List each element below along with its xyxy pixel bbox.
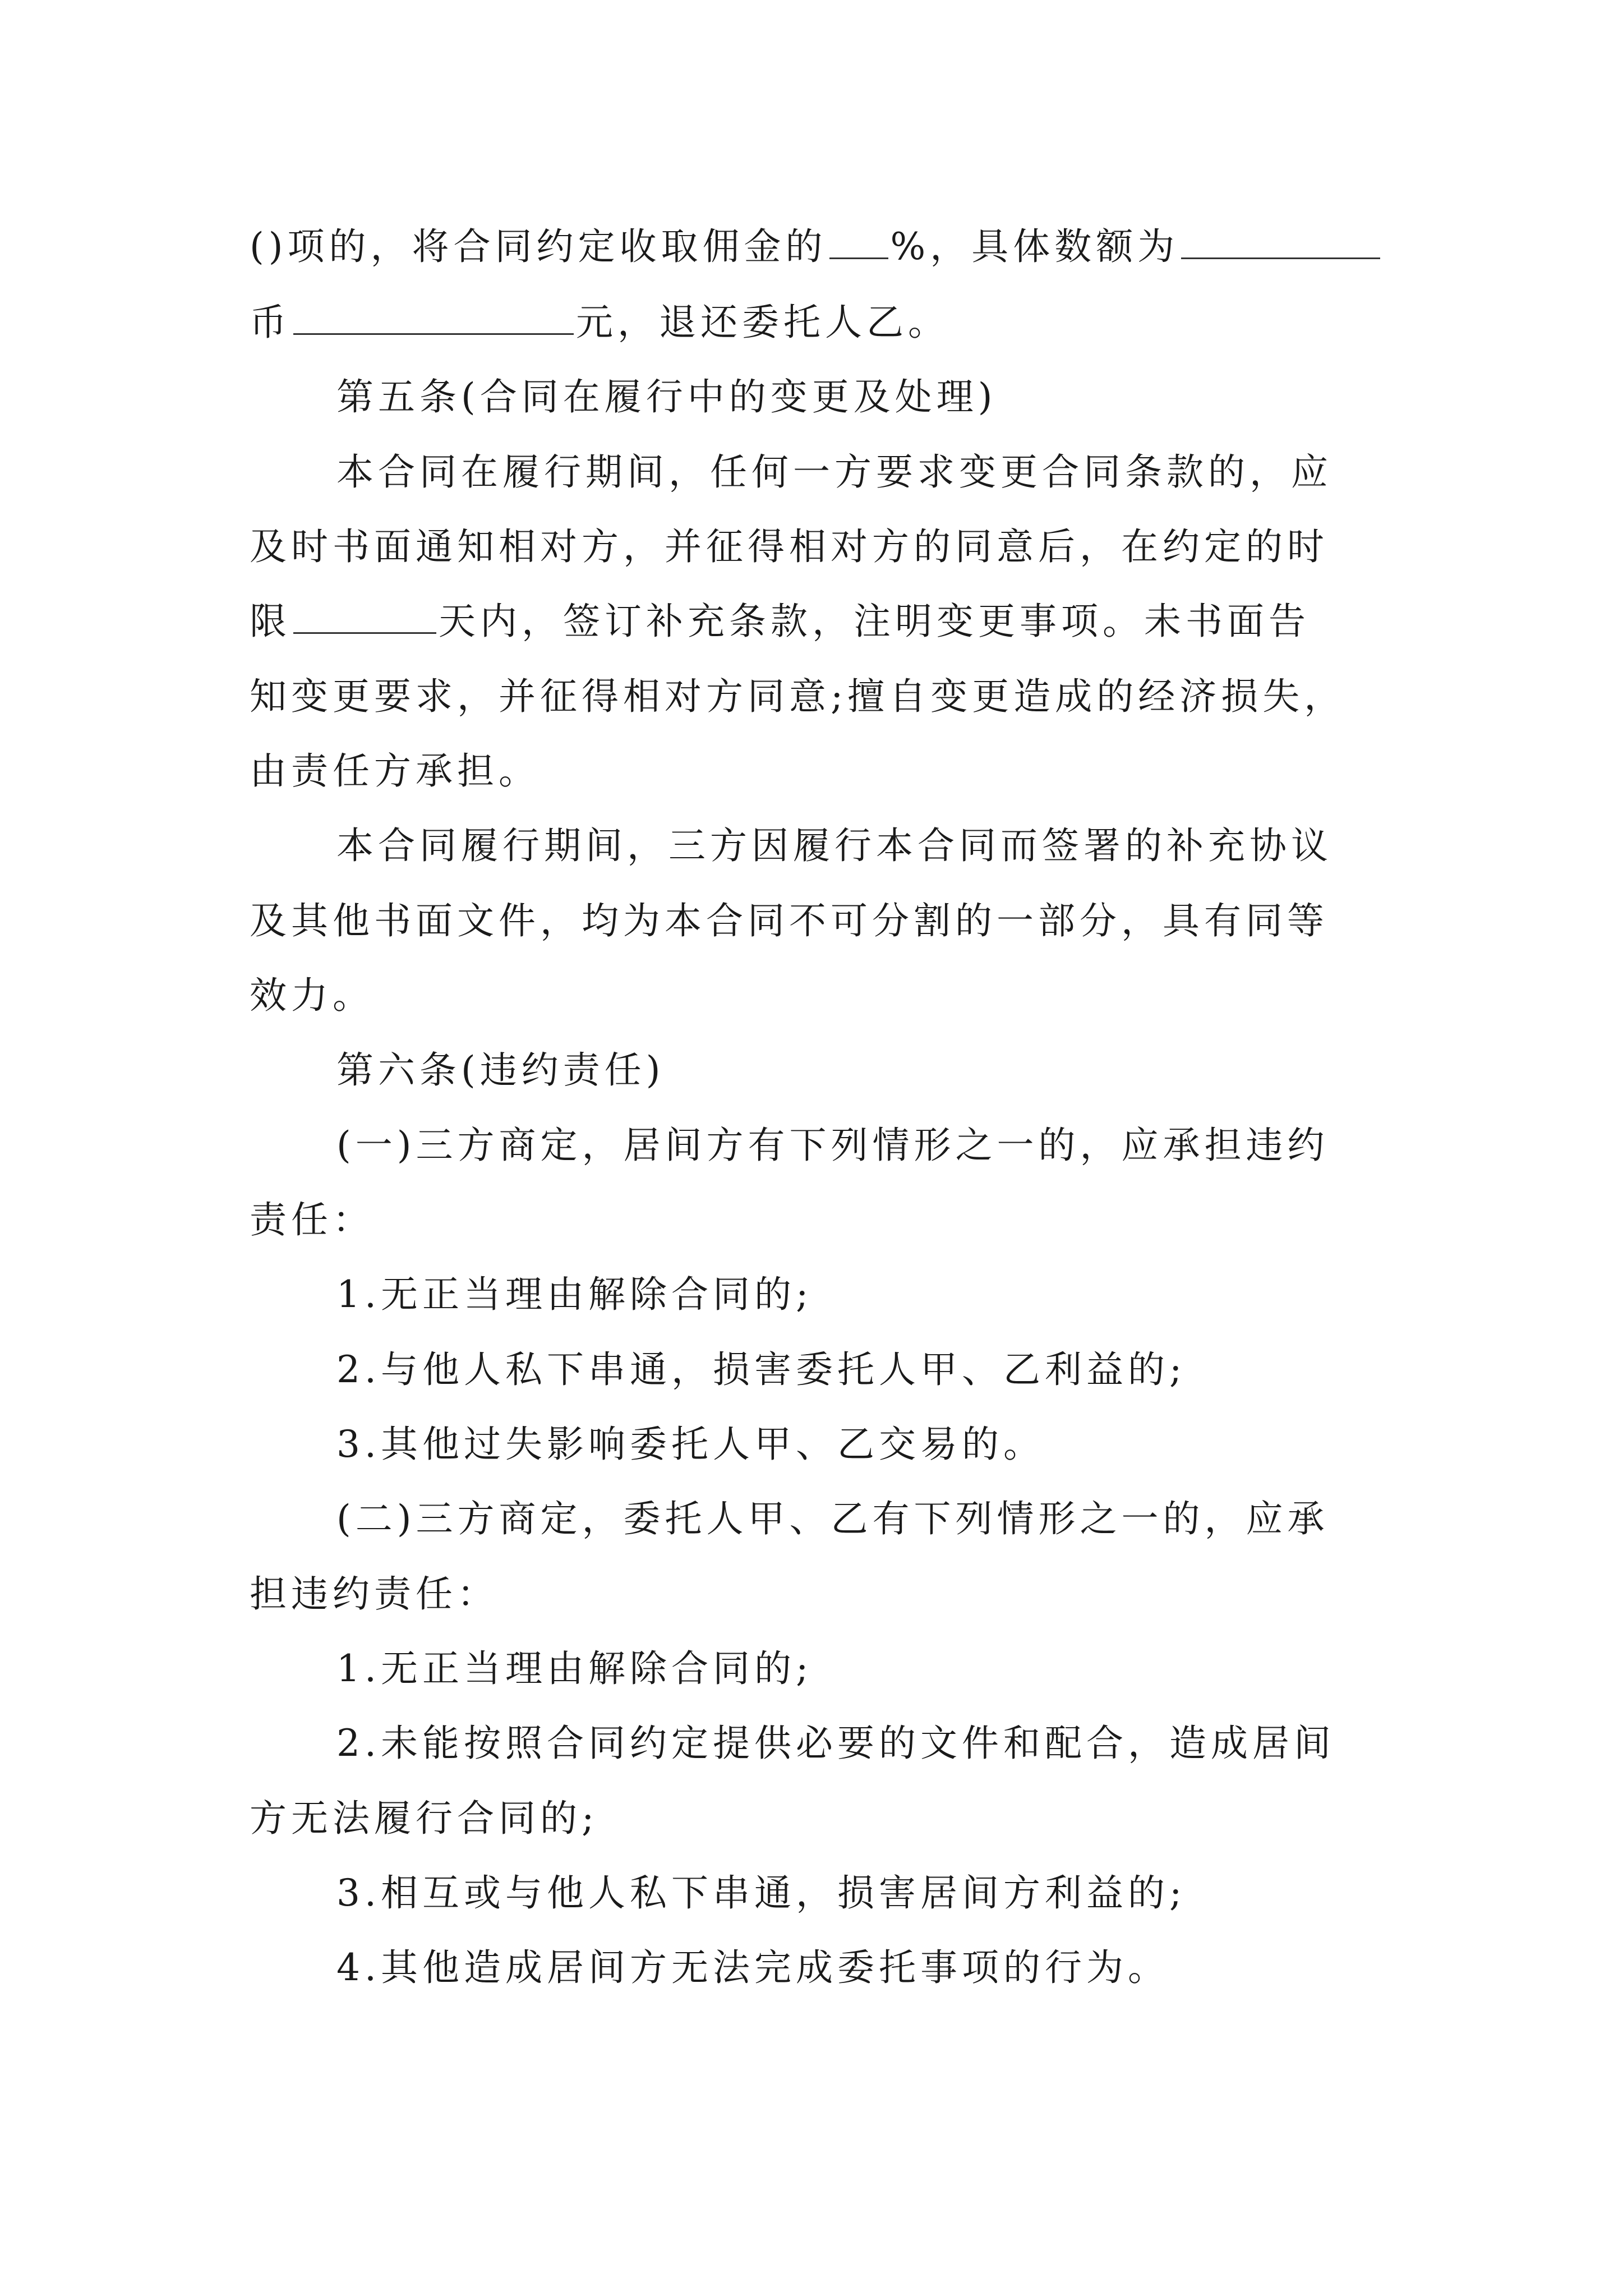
line-text: 责任： xyxy=(250,1198,374,1241)
line-text: 2.未能按照合同约定提供必要的文件和配合，造成居间 xyxy=(336,1722,1335,1765)
blank-amount[interactable] xyxy=(1181,224,1380,259)
line-text: %，具体数额为 xyxy=(890,225,1179,268)
line-text: 2.与他人私下串通，损害委托人甲、乙利益的; xyxy=(336,1348,1187,1391)
text-line xyxy=(250,671,1345,722)
list-item xyxy=(336,1345,1186,1395)
list-item xyxy=(336,1269,813,1320)
text-line xyxy=(250,896,1329,946)
line-text: 由责任方承担。 xyxy=(250,749,540,793)
line-text: 1.无正当理由解除合同的; xyxy=(336,1273,813,1316)
text-line xyxy=(336,447,1332,498)
text-line xyxy=(336,1120,1329,1171)
line-text: 本合同履行期间，三方因履行本合同而签署的补充协议 xyxy=(336,824,1332,867)
article-heading xyxy=(336,372,997,422)
line-text: 3.其他过失影响委托人甲、乙交易的。 xyxy=(336,1423,1045,1466)
line-text: 限 xyxy=(250,600,291,643)
line-text: 方无法履行合同的; xyxy=(250,1797,599,1840)
text-line xyxy=(336,821,1332,871)
list-item xyxy=(336,1943,1169,1993)
line-text: ()项的，将合同约定收取佣金的 xyxy=(250,225,827,268)
line-text: 效力。 xyxy=(250,974,374,1017)
article-6-title: 第六条(违约责任) xyxy=(336,1048,665,1092)
list-item xyxy=(336,1419,1045,1470)
text-line xyxy=(250,297,949,348)
line-text: 及时书面通知相对方，并征得相对方的同意后，在约定的时 xyxy=(250,525,1329,568)
text-line xyxy=(336,1494,1329,1544)
line-text: 1.无正当理由解除合同的; xyxy=(336,1647,813,1690)
blank-days[interactable] xyxy=(293,599,436,634)
blank-percentage[interactable] xyxy=(829,224,888,259)
line-text: 元，退还委托人乙。 xyxy=(576,301,949,344)
list-item xyxy=(336,1868,1186,1918)
article-5-title: 第五条(合同在履行中的变更及处理) xyxy=(336,375,997,418)
text-line xyxy=(250,222,1382,272)
text-line xyxy=(250,522,1329,572)
text-line xyxy=(250,596,1310,647)
line-text: (二)三方商定，委托人甲、乙有下列情形之一的，应承 xyxy=(336,1497,1329,1540)
line-text: 币 xyxy=(250,301,291,344)
text-line xyxy=(250,1195,374,1245)
text-line xyxy=(250,970,374,1021)
line-text: 担违约责任： xyxy=(250,1572,499,1616)
line-text: (一)三方商定，居间方有下列情形之一的，应承担违约 xyxy=(336,1124,1329,1167)
line-text: 4.其他造成居间方无法完成委托事项的行为。 xyxy=(336,1946,1169,1989)
line-text: 知变更要求，并征得相对方同意;擅自变更造成的经济损失， xyxy=(250,675,1346,718)
list-item xyxy=(336,1718,1335,1769)
text-line xyxy=(250,746,540,797)
line-text: 天内，签订补充条款，注明变更事项。未书面告 xyxy=(439,600,1310,643)
line-text: 及其他书面文件，均为本合同不可分割的一部分，具有同等 xyxy=(250,899,1329,942)
line-text: 3.相互或与他人私下串通，损害居间方利益的; xyxy=(336,1871,1187,1915)
line-text: 本合同在履行期间，任何一方要求变更合同条款的，应 xyxy=(336,450,1332,494)
list-item xyxy=(336,1644,813,1694)
text-line xyxy=(250,1793,598,1844)
blank-currency-amount[interactable] xyxy=(293,300,574,335)
article-heading xyxy=(336,1045,665,1096)
text-line xyxy=(250,1569,499,1619)
